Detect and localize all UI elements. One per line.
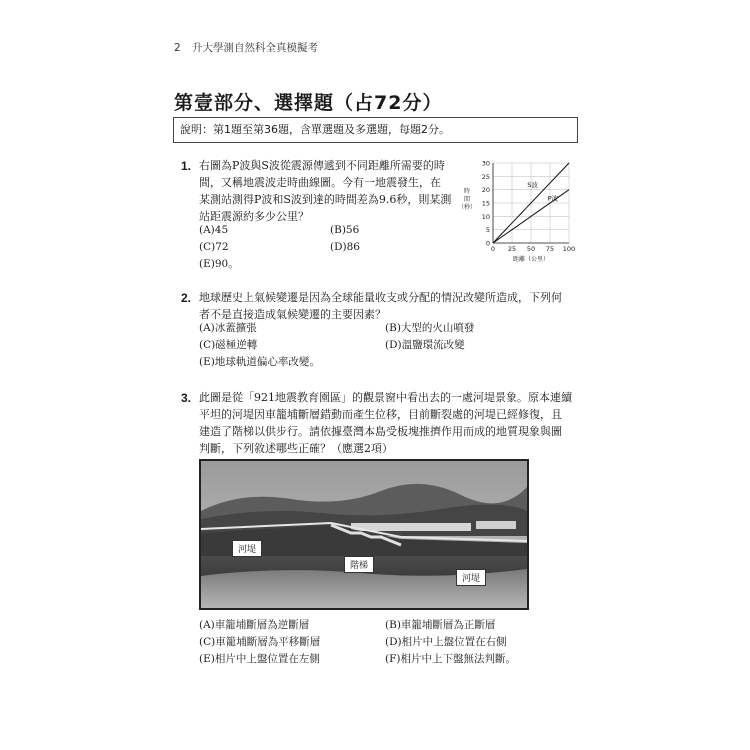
q1-option-e[interactable]: (E)90。 xyxy=(199,258,239,270)
instructions-box xyxy=(173,117,578,143)
q2-stem xyxy=(199,289,589,323)
q3-option-c[interactable]: (C)車籠埔斷層為平移斷層 xyxy=(199,636,321,648)
q3-line: 此圖是從「921地震教育園區」的觀景窗中看出去的一處河堤景象。原本連續 xyxy=(199,391,572,404)
running-header xyxy=(174,40,318,55)
x-tick-label: 100 xyxy=(562,245,576,253)
q1-line: 站距震源約多少公里？ xyxy=(199,210,309,223)
q2-number: 2. xyxy=(181,291,192,305)
y-axis-label: （秒） xyxy=(457,204,477,211)
book-title: 升大學測自然科全真模擬考 xyxy=(192,42,319,54)
q2-option-d[interactable]: (D)溫鹽環流改變 xyxy=(385,339,465,351)
q3-option-e[interactable]: (E)相片中上盤位置在左側 xyxy=(199,653,320,665)
y-axis-label: 時 xyxy=(463,188,471,195)
y-tick-label: 25 xyxy=(481,172,490,181)
photo-label-stairs: 階梯 xyxy=(344,556,374,573)
q2-option-e[interactable]: (E)地球軌道偏心率改變。 xyxy=(199,356,320,368)
q1-option-c[interactable]: (C)72 xyxy=(199,241,229,253)
y-tick-label: 5 xyxy=(485,226,490,235)
page-number: 2 xyxy=(174,42,181,54)
q3-line: 判斷，下列敘述哪些正確？（應選2項） xyxy=(199,442,393,455)
x-tick-label: 75 xyxy=(545,245,555,253)
q2-option-b[interactable]: (B)大型的火山噴發 xyxy=(385,322,475,334)
q3-option-b[interactable]: (B)車籠埔斷層為正斷層 xyxy=(385,619,496,631)
q3-line: 建造了階梯以供步行。請依據臺灣本島受板塊推擠作用而成的地質現象與圖 xyxy=(199,425,562,438)
q1-option-b[interactable]: (B)56 xyxy=(330,224,360,236)
series-label: S波 xyxy=(527,181,538,189)
y-tick-label: 30 xyxy=(481,159,490,168)
q2-option-a[interactable]: (A)冰蓋擴張 xyxy=(199,322,257,334)
section-title: 第壹部分、選擇題（占72分） xyxy=(174,92,443,114)
q2-option-c[interactable]: (C)磁極逆轉 xyxy=(199,339,258,351)
q3-line: 平坦的河堤因車籠埔斷層錯動而產生位移，目前斷裂處的河堤已經修復，且 xyxy=(199,408,562,421)
y-tick-label: 10 xyxy=(481,212,490,221)
q1-stem xyxy=(199,157,469,225)
q3-option-a[interactable]: (A)車籠埔斷層為逆斷層 xyxy=(199,619,310,631)
q1-line: 間，又稱地震波走時曲線圖。今有一地震發生，在 xyxy=(199,176,441,189)
y-tick-label: 20 xyxy=(481,186,490,195)
y-axis-label: 間 xyxy=(463,196,471,203)
q3-option-f[interactable]: (F)相片中上下盤無法判斷。 xyxy=(385,653,516,665)
x-axis-label: 距離（公里） xyxy=(512,256,550,263)
series-label: P波 xyxy=(547,194,559,203)
q1-number: 1. xyxy=(181,159,192,173)
photo-label-levee-right: 河堤 xyxy=(456,569,486,586)
x-tick-label: 25 xyxy=(507,245,517,253)
q2-line: 者不是直接造成氣候變遷的主要因素？ xyxy=(199,308,386,321)
photo-label-levee-left: 河堤 xyxy=(232,540,262,557)
instructions-text: 說明：第1題至第36題，含單選題及多選題，每題2分。 xyxy=(180,123,450,136)
y-tick-label: 0 xyxy=(485,239,490,248)
q3-option-d[interactable]: (D)相片中上盤位置在右側 xyxy=(385,636,507,648)
q1-option-a[interactable]: (A)45 xyxy=(199,224,229,236)
levee-photo xyxy=(199,459,529,610)
q3-number: 3. xyxy=(181,391,192,405)
q1-line: 右圖為P波與S波從震源傳遞到不同距離所需要的時 xyxy=(199,159,445,172)
q2-line: 地球歷史上氣候變遷是因為全球能量收支或分配的情況改變所造成，下列何 xyxy=(199,291,562,304)
x-tick-label: 0 xyxy=(490,245,496,253)
x-tick-label: 50 xyxy=(526,245,536,253)
q1-line: 某測站測得P波和S波到達的時間差為9.6秒，則某測 xyxy=(199,193,452,206)
q1-option-d[interactable]: (D)86 xyxy=(330,241,360,253)
y-tick-label: 15 xyxy=(481,199,490,208)
travel-time-chart xyxy=(455,155,585,267)
q3-stem xyxy=(199,389,589,457)
